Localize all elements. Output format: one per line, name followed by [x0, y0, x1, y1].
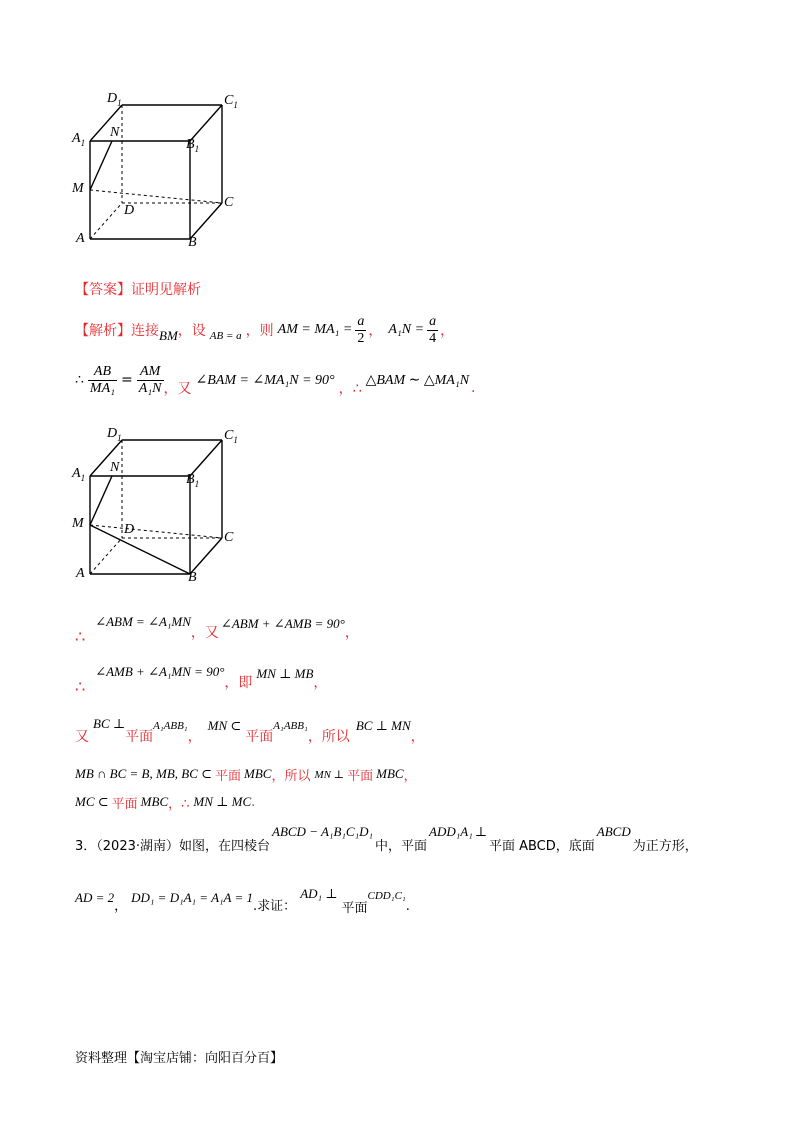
problem-3-line-2 — [75, 886, 410, 920]
fraction-a1n-den: A₁N — [138, 380, 162, 396]
proof-step-2 — [75, 662, 328, 696]
fraction-a4-numerator: a — [429, 313, 437, 329]
label2-d: D — [124, 522, 135, 537]
label2-a: A — [76, 566, 85, 581]
line2-period: . — [471, 380, 476, 396]
line2-similar: △BAM ∼ △MA₁N — [365, 372, 470, 388]
fraction-a-over-2 — [355, 314, 366, 347]
proof-step-4 — [75, 764, 417, 784]
step3-plane-1: 平面 — [125, 729, 154, 745]
answer-text: 证明见解析 — [131, 282, 201, 298]
problem3-perp: ⊥ — [474, 824, 487, 839]
step1-also: ，又 — [190, 625, 219, 641]
label-d: D — [124, 203, 135, 218]
problem3-square: 为正方形， — [632, 839, 698, 854]
analysis-then: ，则 — [245, 323, 274, 339]
fraction-a4-denominator: 4 — [429, 330, 437, 346]
line2-eq: = — [121, 372, 133, 388]
problem3-abcd: ABCD — [596, 824, 631, 839]
step3-mn-sub: MN ⊂ — [207, 718, 242, 733]
problem3-period: . — [405, 899, 410, 914]
cube-diagram-1 — [60, 85, 260, 260]
step2-comma: ， — [313, 675, 328, 691]
label2-a1: $A_1$ — [72, 466, 86, 483]
step3-bc-perp-mn: BC ⊥ MN — [355, 718, 411, 733]
step1-comma: ， — [344, 625, 359, 641]
line2-therefore: ∴ — [75, 372, 84, 388]
problem3-prove: .求证： — [253, 899, 297, 914]
label-a: A — [76, 231, 85, 246]
label2-b: B — [188, 570, 197, 585]
label-c1: $C_1$ — [224, 93, 238, 110]
step4-mbc: MBC — [244, 766, 272, 781]
step3-comma-1: ， — [187, 729, 202, 745]
step3-a1abb1: A₁ABB₁ — [153, 720, 188, 732]
problem3-plane-abcd: 平面 ABCD — [488, 839, 556, 854]
analysis-comma-1: ， — [368, 323, 383, 339]
label-b1: $B_1$ — [186, 137, 200, 154]
fraction-a2-numerator: a — [357, 313, 365, 329]
step5-plane: 平面 — [111, 796, 138, 812]
analysis-bm: BM — [159, 328, 178, 343]
step2-therefore: ∴ — [75, 677, 86, 696]
step4-plane-2: 平面 — [347, 768, 374, 784]
problem3-cdd1c1: CDD₁C₁ — [367, 890, 406, 902]
step3-suoyi: ，所以 — [307, 729, 350, 745]
page-footer: 资料整理【淘宝店铺：向阳百分百】 — [75, 1051, 284, 1066]
analysis-set: ，设 — [177, 323, 206, 339]
cube-diagram-2 — [60, 420, 260, 595]
fraction-a2-denominator: 2 — [357, 330, 365, 346]
problem3-frustum: ABCD − A₁B₁C₁D₁ — [272, 824, 373, 839]
step3-a1abb1-b: A₁ABB₁ — [273, 720, 308, 732]
label-b: B — [188, 235, 197, 250]
step2-expr2: MN ⊥ MB — [256, 666, 314, 681]
fraction-ab-num: AB — [88, 364, 117, 381]
analysis-ab-eq: AB = a — [209, 330, 242, 342]
label-m: M — [72, 181, 84, 196]
analysis-am-eq: AM = MA₁ = — [277, 322, 353, 337]
analysis-comma-2: ， — [440, 323, 455, 339]
fraction-ab-over-ma1 — [88, 364, 117, 397]
step5-period: . — [251, 794, 256, 810]
step4-suoyi: ，所以 — [271, 768, 311, 784]
proof-step-3 — [75, 712, 425, 745]
analysis-tag: 【解析】 — [75, 323, 131, 339]
fraction-a-over-4 — [427, 314, 438, 347]
step4-expr: MB ∩ BC = B, MB, BC ⊂ — [75, 766, 213, 781]
answer-line — [75, 279, 201, 299]
problem-3-line-1 — [75, 826, 698, 860]
step2-expr: ∠AMB + ∠A₁MN = 90° — [95, 664, 225, 679]
step5-so: ，∴ — [168, 796, 190, 812]
step4-mbc-2: MBC — [376, 766, 404, 781]
problem3-number: 3．（2023·湖南）如图，在四棱台 — [75, 839, 270, 854]
analysis-line-2 — [75, 360, 475, 400]
label-n: N — [110, 125, 120, 140]
problem3-zhong: 中，平面 — [375, 839, 428, 854]
problem3-dd1-eq: DD₁ = D₁A₁ = A₁A = 1 — [131, 890, 254, 905]
step1-expr: ∠ABM = ∠A₁MN — [95, 614, 191, 629]
proof-step-1 — [75, 612, 359, 646]
step3-you: 又 — [75, 729, 89, 745]
label-a1: $A_1$ — [72, 131, 86, 148]
cube-figure-2 — [60, 420, 260, 595]
label2-m: M — [72, 516, 84, 531]
line2-so: ，∴ — [338, 381, 362, 397]
problem3-dimian: ，底面 — [555, 839, 595, 854]
label-d1: $D_1$ — [107, 91, 122, 108]
problem3-plane-add1a1: ADD₁A₁ — [429, 824, 473, 839]
step3-comma-2: ， — [410, 729, 425, 745]
step4-mn-perp: MN ⊥ — [314, 768, 345, 781]
fraction-ma1-den: MA₁ — [89, 380, 116, 396]
step4-plane: 平面 — [215, 768, 242, 784]
step3-bc-perp: BC ⊥ — [93, 716, 126, 731]
analysis-line-1 — [75, 310, 454, 350]
problem3-comma: ， — [114, 899, 128, 914]
analysis-a1n-eq: A₁N = — [388, 322, 425, 337]
step4-comma: ， — [403, 768, 417, 784]
label2-c: C — [224, 530, 234, 545]
fraction-am-num: AM — [137, 364, 164, 381]
step5-mbc: MBC — [140, 794, 169, 809]
analysis-connect: 连接 — [131, 323, 159, 339]
line2-angle-eq: ∠BAM = ∠MA₁N = 90° — [195, 372, 335, 388]
answer-tag: 【答案】 — [75, 282, 131, 298]
label-c: C — [224, 195, 234, 210]
problem3-ad1-perp: AD₁ ⊥ — [300, 886, 338, 901]
proof-step-5 — [75, 792, 255, 812]
step3-plane-2: 平面 — [245, 729, 274, 745]
step5-concl: MN ⊥ MC — [193, 794, 252, 809]
label2-c1: $C_1$ — [224, 428, 238, 445]
step1-expr2: ∠ABM + ∠AMB = 90° — [220, 616, 345, 631]
step2-ji: ，即 — [224, 675, 253, 691]
label2-n: N — [110, 460, 120, 475]
problem3-ad-eq: AD = 2 — [75, 890, 115, 905]
step5-expr: MC ⊂ — [75, 794, 109, 809]
label2-b1: $B_1$ — [186, 472, 200, 489]
label2-d1: $D_1$ — [107, 426, 122, 443]
cube-figure-1 — [60, 85, 260, 260]
fraction-am-over-a1n — [137, 364, 164, 397]
problem3-plane-word: 平面 — [341, 901, 368, 916]
line2-also: ，又 — [163, 381, 192, 397]
step1-therefore: ∴ — [75, 627, 86, 646]
